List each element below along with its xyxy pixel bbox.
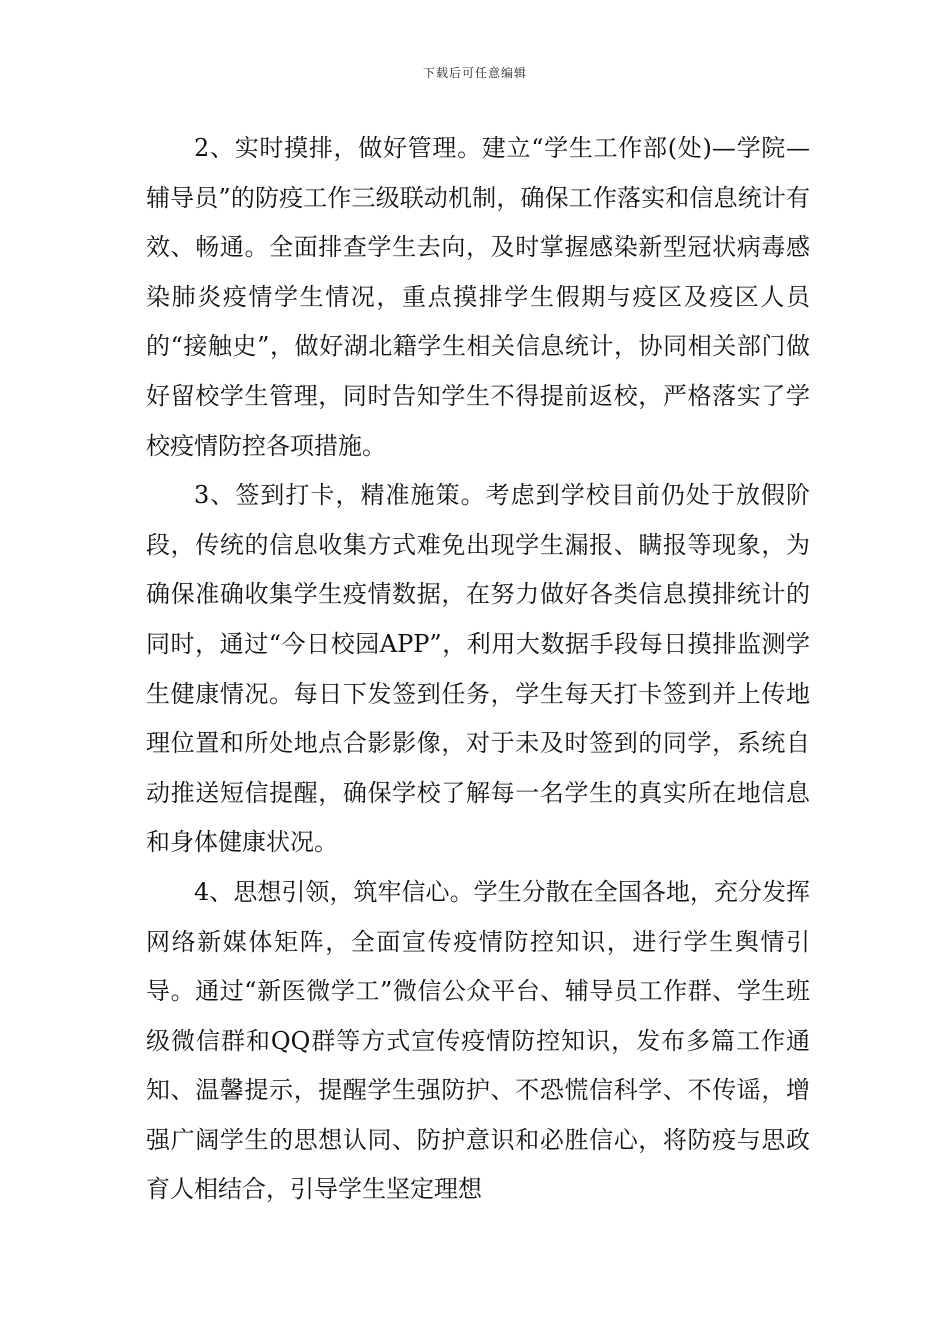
document-body xyxy=(146,124,810,1215)
page-header-note: 下载后可任意编辑 xyxy=(422,66,527,80)
paragraph-item-2: 2、实时摸排，做好管理。建立“学生工作部(处)—学院—辅导员”的防疫工作三级联动机制，确保工作落实和信息统计有效、畅通。全面排查学生去向，及时掌握感染新型冠状病毒感染肺炎疫情学生情况，重点摸排学生假期与疫区及疫区人员的“接触史”，做好湖北籍学生相关信息统计，协同相关部门做好留校学生管理，同时告知学生不得提前返校，严格落实了学校疫情防控各项措施。 xyxy=(146,134,810,460)
paragraph-item-3: 3、签到打卡，精准施策。考虑到学校目前仍处于放假阶段，传统的信息收集方式难免出现学生漏报、瞒报等现象，为确保准确收集学生疫情数据，在努力做好各类信息摸排统计的同时，通过“今日校园APP”，利用大数据手段每日摸排监测学生健康情况。每日下发签到任务，学生每天打卡签到并上传地理位置和所处地点合影影像，对于未及时签到的同学，系统自动推送短信提醒，确保学校了解每一名学生的真实所在地信息和身体健康状况。 xyxy=(146,481,810,857)
paragraph-item-4: 4、思想引领，筑牢信心。学生分散在全国各地，充分发挥网络新媒体矩阵，全面宣传疫情防控知识，进行学生舆情引导。通过“新医微学工”微信公众平台、辅导员工作群、学生班级微信群和QQ群等方式宣传疫情防控知识，发布多篇工作通知、温馨提示，提醒学生强防护、不恐慌信科学、不传谣，增强广阔学生的思想认同、防护意识和必胜信心，将防疫与思政育人相结合，引导学生坚定理想 xyxy=(146,877,810,1204)
